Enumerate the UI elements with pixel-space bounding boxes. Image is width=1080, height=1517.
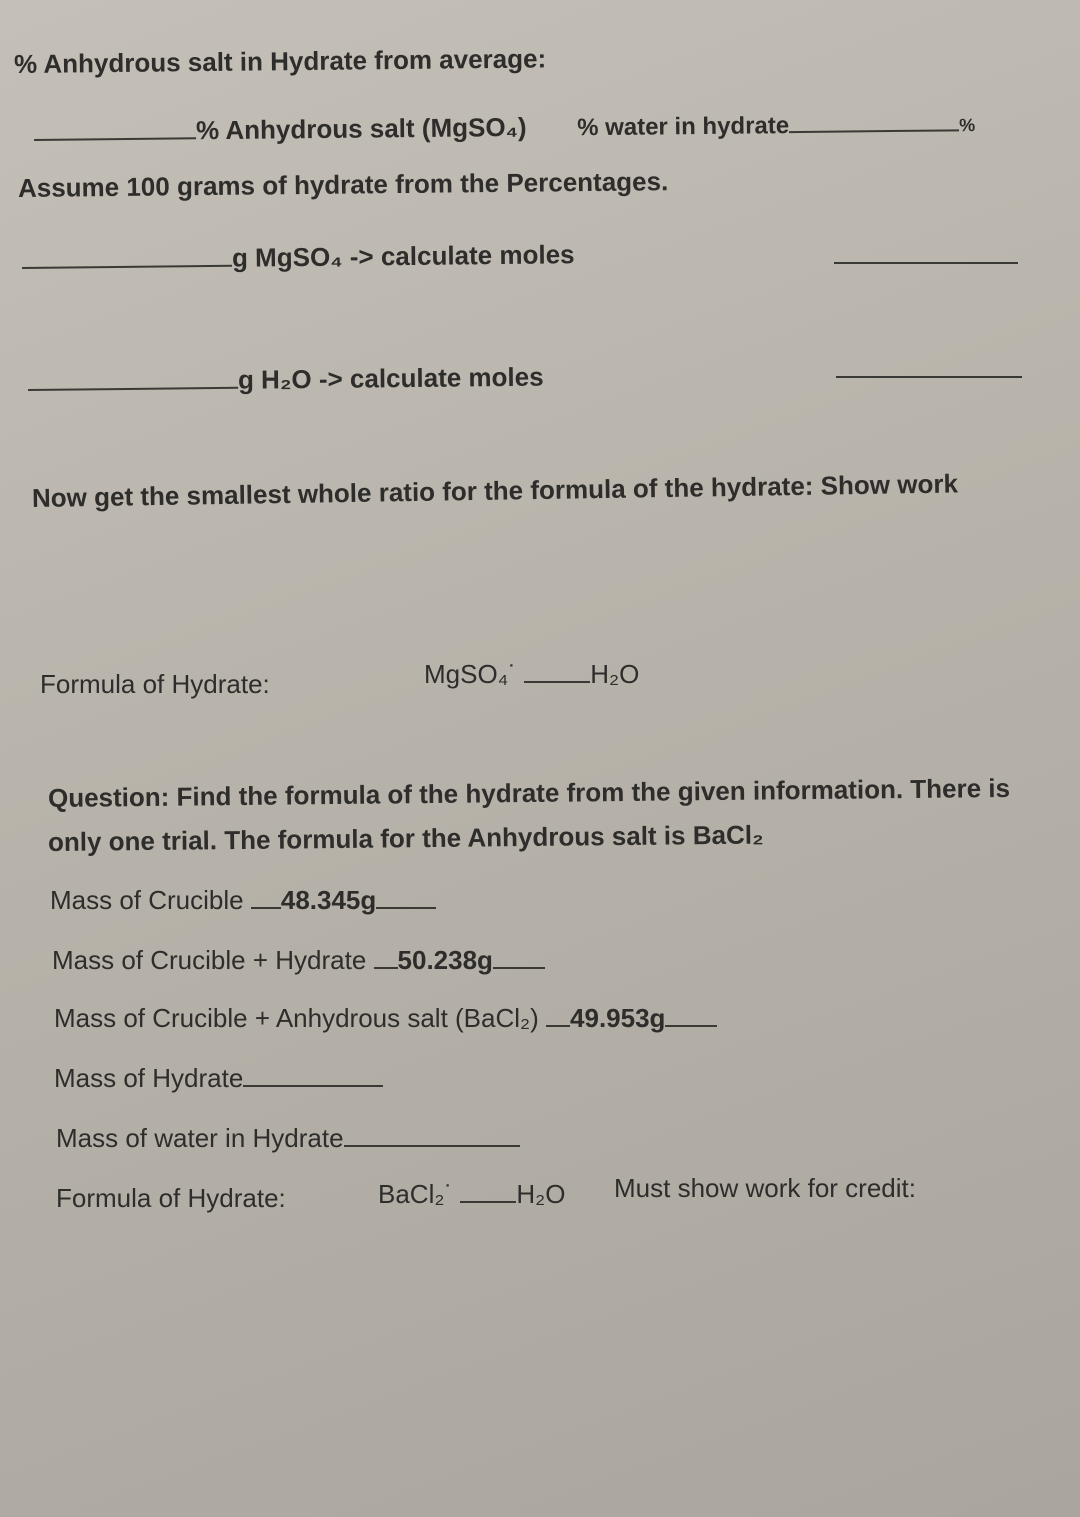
moles-h2o-blank[interactable] [836,376,1022,378]
blank-lead [374,945,398,969]
mass-water-blank[interactable] [344,1123,520,1147]
mass-crucible-hydrate-row [52,944,545,976]
blank-lead [546,1003,570,1027]
mass-crucible-anhydrous-label: Mass of Crucible + Anhydrous salt (BaCl₂) [54,1003,539,1033]
g-h2o-blank[interactable] [28,365,238,391]
blank-trail [376,885,436,909]
heading-percent-anhydrous [14,42,546,80]
mass-crucible-row [50,884,436,916]
formula-water: H₂O [516,1179,566,1209]
formula-label-text: Formula of Hydrate: [56,1183,286,1213]
percent-row [34,106,976,151]
question-line-2 [48,819,764,858]
question-text-2: only one trial. The formula for the Anhydrous salt is BaCl₂ [47,819,764,857]
formula-salt: MgSO₄˙ [424,659,517,689]
mass-crucible-anhydrous-row [54,1002,717,1034]
pct-water-blank[interactable] [789,107,959,133]
moles-mgso4-blank[interactable] [834,262,1018,264]
heading-text: % Anhydrous salt in Hydrate from average: [13,43,547,79]
mass-crucible-value: 48.345g [280,885,377,915]
pct-anhydrous-blank[interactable] [34,115,196,141]
pct-anhydrous-label: % Anhydrous salt (MgSO₄) [195,111,527,146]
formula-salt: BaCl₂˙ [378,1179,454,1209]
mass-crucible-hydrate-value: 50.238g [397,945,493,975]
formula-label-2 [56,1182,286,1214]
work-note-text: Must show work for credit: [614,1173,916,1203]
g-h2o-row [28,361,544,398]
g-mgso4-label: g MgSO₄ -> calculate moles [231,239,575,273]
formula-mgso4-row [424,658,639,690]
assume-line [18,165,669,204]
work-note-line [614,1172,916,1204]
question-text-1: Question: Find the formula of the hydrate from the given information. There is [47,772,1011,813]
mass-water-row [56,1122,520,1154]
question-line-1 [48,772,1010,814]
ratio-instruction-text: Now get the smallest whole ratio for the formula of the hydrate: Show work [31,468,959,513]
formula-water-coefficient-blank[interactable] [460,1179,516,1203]
mass-crucible-label: Mass of Crucible [50,885,244,915]
mass-crucible-anhydrous-value: 49.953g [570,1003,666,1033]
g-h2o-label: g H₂O -> calculate moles [237,361,544,395]
mass-hydrate-label: Mass of Hydrate [54,1063,244,1093]
mass-hydrate-row [54,1062,383,1094]
pct-water-label: % water in hydrate [576,112,790,142]
mass-hydrate-blank[interactable] [243,1063,383,1087]
blank-trail [493,945,545,969]
pct-symbol: % [959,115,976,136]
blank-lead [251,885,281,909]
formula-label-text: Formula of Hydrate: [40,669,270,699]
ratio-instruction-line [32,467,958,514]
formula-water-coefficient-blank[interactable] [524,659,590,683]
formula-bacl2-row [378,1178,565,1210]
formula-label-1 [40,668,270,700]
mass-water-label: Mass of water in Hydrate [56,1123,344,1153]
mass-crucible-hydrate-label: Mass of Crucible + Hydrate [52,945,367,975]
blank-trail [665,1003,717,1027]
g-mgso4-row [22,238,575,276]
formula-water: H₂O [590,659,640,689]
g-mgso4-blank[interactable] [22,243,232,269]
assume-text: Assume 100 grams of hydrate from the Percentages. [17,166,669,203]
